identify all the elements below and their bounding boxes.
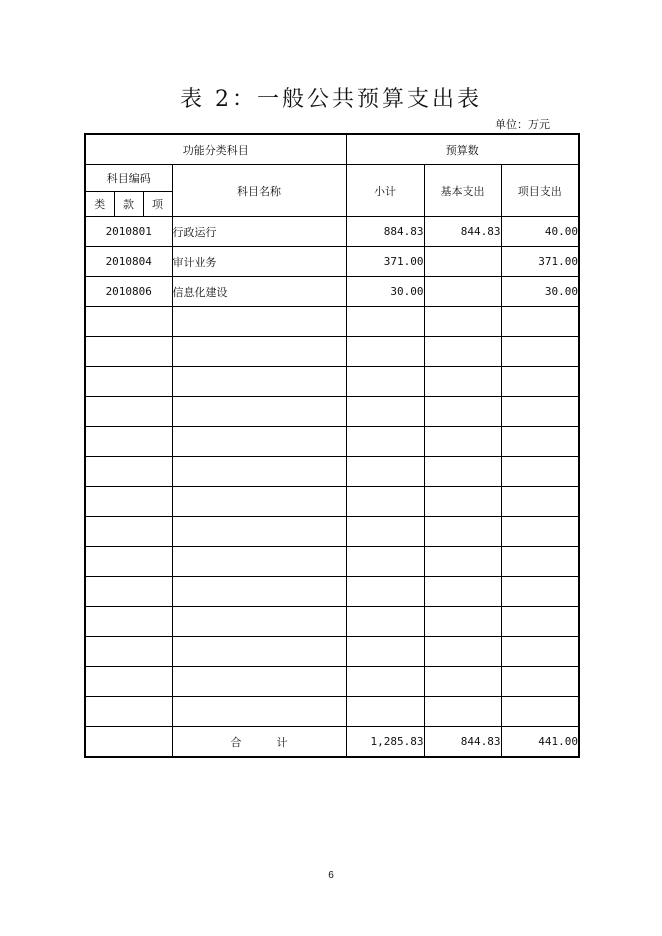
empty-cell — [501, 487, 579, 517]
empty-cell — [172, 337, 346, 367]
empty-cell — [424, 577, 501, 607]
empty-cell — [85, 337, 172, 367]
header-subtotal: 小计 — [346, 165, 424, 217]
header-subject-code: 科目编码 — [85, 165, 172, 192]
empty-cell — [424, 337, 501, 367]
empty-cell — [501, 367, 579, 397]
empty-table-row — [85, 667, 579, 697]
empty-cell — [85, 577, 172, 607]
empty-cell — [172, 367, 346, 397]
empty-cell — [85, 427, 172, 457]
total-project-cell: 441.00 — [501, 727, 579, 758]
basic-expenditure-cell: 844.83 — [424, 217, 501, 247]
empty-cell — [85, 487, 172, 517]
table-row — [85, 247, 579, 277]
empty-cell — [85, 517, 172, 547]
subject-name-cell: 行政运行 — [172, 217, 346, 247]
empty-cell — [424, 547, 501, 577]
empty-cell — [346, 697, 424, 727]
empty-cell — [172, 637, 346, 667]
subtotal-cell: 30.00 — [346, 277, 424, 307]
empty-cell — [501, 577, 579, 607]
basic-expenditure-cell — [424, 277, 501, 307]
empty-cell — [346, 547, 424, 577]
page-title: 表 2：一般公共预算支出表 — [180, 87, 482, 112]
total-label-he: 合 — [230, 735, 242, 749]
empty-cell — [346, 577, 424, 607]
empty-cell — [424, 457, 501, 487]
empty-cell — [346, 307, 424, 337]
empty-cell — [346, 607, 424, 637]
empty-cell — [346, 667, 424, 697]
empty-table-row — [85, 487, 579, 517]
empty-cell — [85, 697, 172, 727]
empty-cell — [172, 517, 346, 547]
empty-cell — [346, 367, 424, 397]
project-expenditure-cell: 40.00 — [501, 217, 579, 247]
empty-cell — [172, 397, 346, 427]
empty-cell — [501, 517, 579, 547]
total-label-ji: 计 — [276, 735, 288, 749]
empty-cell — [346, 457, 424, 487]
empty-cell — [346, 427, 424, 457]
empty-cell — [501, 667, 579, 697]
empty-cell — [172, 487, 346, 517]
empty-cell — [346, 397, 424, 427]
empty-cell — [424, 697, 501, 727]
header-section: 款 — [114, 192, 143, 217]
empty-cell — [85, 367, 172, 397]
empty-table-row — [85, 517, 579, 547]
empty-cell — [172, 667, 346, 697]
empty-cell — [346, 337, 424, 367]
empty-cell — [424, 427, 501, 457]
subtotal-cell: 884.83 — [346, 217, 424, 247]
header-item: 项 — [143, 192, 172, 217]
empty-cell — [172, 307, 346, 337]
empty-cell — [424, 637, 501, 667]
header-functional-classification: 功能分类科目 — [85, 134, 346, 165]
budget-expenditure-table — [84, 133, 580, 758]
empty-cell — [501, 547, 579, 577]
subject-name-cell: 信息化建设 — [172, 277, 346, 307]
total-code-cell — [85, 727, 172, 758]
subject-code-cell: 2010801 — [85, 217, 172, 247]
table-row — [85, 217, 579, 247]
page-number: 6 — [328, 870, 334, 881]
table-row — [85, 277, 579, 307]
empty-cell — [501, 337, 579, 367]
empty-cell — [424, 487, 501, 517]
empty-cell — [501, 457, 579, 487]
empty-table-row — [85, 367, 579, 397]
empty-cell — [85, 457, 172, 487]
empty-cell — [85, 397, 172, 427]
empty-table-row — [85, 637, 579, 667]
empty-cell — [172, 577, 346, 607]
empty-cell — [85, 607, 172, 637]
subject-code-cell: 2010806 — [85, 277, 172, 307]
subject-code-cell: 2010804 — [85, 247, 172, 277]
project-expenditure-cell: 371.00 — [501, 247, 579, 277]
empty-cell — [424, 397, 501, 427]
unit-label: 单位：万元 — [495, 118, 550, 131]
header-subject-name: 科目名称 — [172, 165, 346, 217]
basic-expenditure-cell — [424, 247, 501, 277]
empty-cell — [85, 547, 172, 577]
empty-cell — [346, 487, 424, 517]
empty-table-row — [85, 307, 579, 337]
empty-cell — [172, 427, 346, 457]
empty-cell — [501, 307, 579, 337]
empty-cell — [424, 307, 501, 337]
header-project-expenditure: 项目支出 — [501, 165, 579, 217]
empty-table-row — [85, 547, 579, 577]
total-row — [85, 727, 579, 758]
empty-cell — [172, 607, 346, 637]
empty-table-row — [85, 427, 579, 457]
empty-cell — [501, 697, 579, 727]
empty-table-row — [85, 457, 579, 487]
empty-cell — [172, 547, 346, 577]
header-class: 类 — [85, 192, 114, 217]
empty-cell — [346, 637, 424, 667]
empty-cell — [501, 607, 579, 637]
total-label — [172, 727, 346, 758]
empty-cell — [346, 517, 424, 547]
empty-table-row — [85, 607, 579, 637]
header-budget-amount: 预算数 — [346, 134, 579, 165]
header-basic-expenditure: 基本支出 — [424, 165, 501, 217]
empty-table-row — [85, 337, 579, 367]
empty-cell — [424, 367, 501, 397]
empty-cell — [501, 637, 579, 667]
empty-cell — [501, 427, 579, 457]
empty-cell — [424, 667, 501, 697]
header-row-2 — [85, 165, 579, 192]
empty-table-row — [85, 577, 579, 607]
total-subtotal-cell: 1,285.83 — [346, 727, 424, 758]
project-expenditure-cell: 30.00 — [501, 277, 579, 307]
subtotal-cell: 371.00 — [346, 247, 424, 277]
subject-name-cell: 审计业务 — [172, 247, 346, 277]
empty-cell — [172, 697, 346, 727]
empty-table-row — [85, 397, 579, 427]
empty-cell — [85, 307, 172, 337]
empty-cell — [424, 517, 501, 547]
empty-cell — [172, 457, 346, 487]
empty-table-row — [85, 697, 579, 727]
empty-cell — [424, 607, 501, 637]
header-row-1 — [85, 134, 579, 165]
total-basic-cell: 844.83 — [424, 727, 501, 758]
empty-cell — [85, 637, 172, 667]
empty-cell — [85, 667, 172, 697]
empty-cell — [501, 397, 579, 427]
